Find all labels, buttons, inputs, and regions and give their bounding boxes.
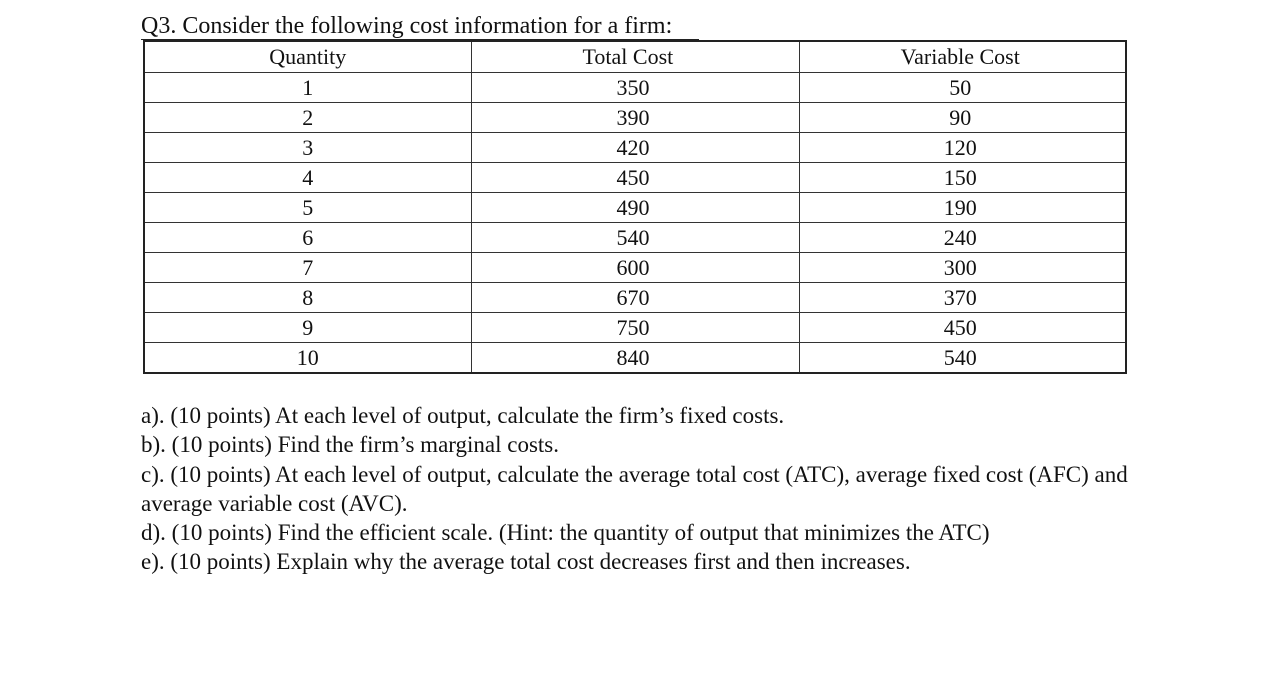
cell-total-cost: 420 [471, 133, 799, 163]
table-row [144, 103, 1126, 133]
cell-quantity: 10 [144, 343, 471, 374]
cell-total-cost: 350 [471, 73, 799, 103]
cell-quantity: 8 [144, 283, 471, 313]
cell-quantity: 9 [144, 313, 471, 343]
table-row [144, 313, 1126, 343]
header-total-cost: Total Cost [471, 41, 799, 73]
table-row [144, 283, 1126, 313]
cell-quantity: 2 [144, 103, 471, 133]
cell-variable-cost: 50 [799, 73, 1126, 103]
cell-variable-cost: 90 [799, 103, 1126, 133]
question-b: b). (10 points) Find the firm’s marginal costs. [141, 432, 560, 458]
question-c: c). (10 points) At each level of output, calculate the average total cost (ATC), average fixed cost (AFC) and average variable cost (AVC). [141, 461, 1128, 516]
cell-variable-cost: 240 [799, 223, 1126, 253]
question-e: e). (10 points) Explain why the average total cost decreases first and then increases. [141, 549, 911, 575]
cell-quantity: 1 [144, 73, 471, 103]
cell-variable-cost: 120 [799, 133, 1126, 163]
header-variable-cost: Variable Cost [799, 41, 1126, 73]
table-header-row [144, 41, 1126, 73]
table-row [144, 163, 1126, 193]
cell-total-cost: 600 [471, 253, 799, 283]
cell-quantity: 5 [144, 193, 471, 223]
cell-total-cost: 490 [471, 193, 799, 223]
cell-quantity: 4 [144, 163, 471, 193]
cell-variable-cost: 150 [799, 163, 1126, 193]
cell-total-cost: 540 [471, 223, 799, 253]
cell-variable-cost: 190 [799, 193, 1126, 223]
question-heading: Q3. Consider the following cost information for a firm: [141, 13, 673, 39]
cell-variable-cost: 450 [799, 313, 1126, 343]
table-row [144, 253, 1126, 283]
cell-total-cost: 670 [471, 283, 799, 313]
cell-quantity: 6 [144, 223, 471, 253]
table-row [144, 343, 1126, 374]
cell-quantity: 3 [144, 133, 471, 163]
cell-total-cost: 450 [471, 163, 799, 193]
question-a: a). (10 points) At each level of output, calculate the firm’s fixed costs. [141, 403, 785, 428]
table-row [144, 133, 1126, 163]
table-row [144, 193, 1126, 223]
question-d: d). (10 points) Find the efficient scale. (Hint: the quantity of output that minimizes the ATC) [141, 520, 990, 546]
cell-total-cost: 390 [471, 103, 799, 133]
header-quantity: Quantity [144, 41, 471, 73]
cell-quantity: 7 [144, 253, 471, 283]
cost-table [143, 40, 1127, 374]
cell-variable-cost: 370 [799, 283, 1126, 313]
cell-variable-cost: 300 [799, 253, 1126, 283]
cell-total-cost: 750 [471, 313, 799, 343]
question-list [141, 401, 1131, 577]
table-row [144, 73, 1126, 103]
cell-total-cost: 840 [471, 343, 799, 374]
table-row [144, 223, 1126, 253]
cell-variable-cost: 540 [799, 343, 1126, 374]
